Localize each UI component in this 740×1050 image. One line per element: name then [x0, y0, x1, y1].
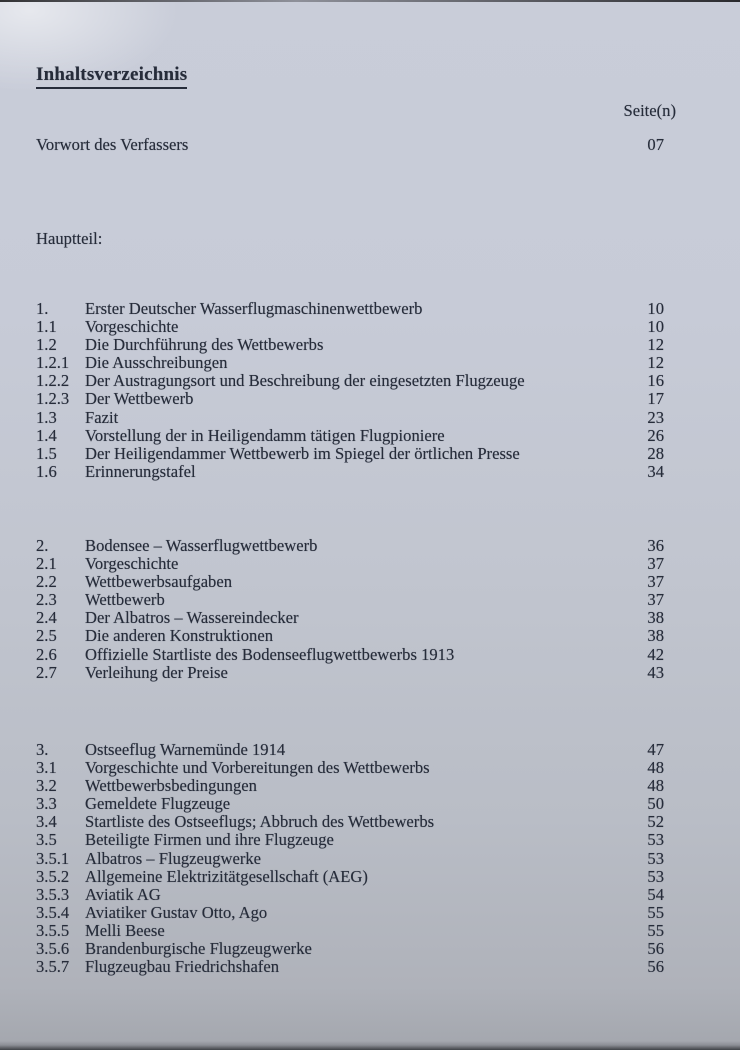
scan-edge-top [0, 0, 740, 2]
entry-title: Startliste des Ostseeflugs; Abbruch des Wettbewerbs [85, 813, 435, 832]
entry-title: Wettbewerb [85, 591, 165, 610]
entry-title: Der Austragungsort und Beschreibung der eingesetzten Flugzeuge [85, 372, 525, 391]
toc-entry-row [36, 573, 664, 591]
entry-title: Flugzeugbau Friedrichshafen [85, 958, 279, 977]
toc-entry-row [36, 300, 664, 318]
entry-title: Der Heiligendammer Wettbewerb im Spiegel der örtlichen Presse [85, 444, 520, 463]
toc-entry-row [36, 591, 664, 609]
entry-number: 1.2 [36, 335, 57, 355]
entry-page: 42 [647, 644, 664, 664]
toc-entry-row [36, 537, 664, 555]
toc-entry-row [36, 741, 664, 759]
entry-number: 3.5 [36, 830, 57, 850]
entry-page: 17 [647, 389, 664, 409]
entry-number: 1.5 [36, 443, 57, 463]
toc-entry-row [36, 336, 664, 354]
front-matter-page: 07 [647, 135, 664, 154]
entry-page: 43 [647, 662, 664, 682]
entry-title: Albatros – Flugzeugwerke [85, 849, 262, 868]
front-matter-row [36, 135, 664, 155]
entry-title: Brandenburgische Flugzeugwerke [85, 940, 312, 959]
toc-entry-row [36, 813, 664, 831]
entry-number: 3.2 [36, 776, 57, 796]
entry-number: 1.4 [36, 425, 57, 445]
entry-number: 2.1 [36, 554, 57, 574]
entry-page: 53 [647, 866, 664, 886]
toc-entry-row [36, 940, 664, 958]
toc-entry-row [36, 868, 664, 886]
entry-number: 3.5.7 [36, 957, 70, 977]
entry-title: Beteiligte Firmen und ihre Flugzeuge [85, 831, 334, 850]
entry-page: 36 [647, 536, 664, 555]
entry-title: Verleihung der Preise [85, 663, 228, 682]
entry-number: 1.3 [36, 407, 57, 427]
page-column-header: Seite(n) [623, 101, 676, 120]
entry-number: 1. [36, 299, 49, 318]
entry-number: 3.3 [36, 794, 57, 814]
main-part-label: Hauptteil: [36, 229, 103, 248]
entry-page: 56 [647, 939, 664, 959]
entry-title: Die Durchführung des Wettbewerbs [85, 336, 324, 355]
entry-page: 12 [647, 335, 664, 355]
entry-number: 2. [36, 536, 49, 555]
entry-number: 3.5.4 [36, 902, 70, 922]
entry-title: Der Wettbewerb [85, 390, 194, 409]
toc-entry-row [36, 904, 664, 922]
entry-title: Ostseeflug Warnemünde 1914 [85, 741, 286, 759]
toc-entry-row [36, 850, 664, 868]
entry-title: Offizielle Startliste des Bodenseeflugwettbewerbs 1913 [85, 645, 455, 664]
entry-title: Vorgeschichte und Vorbereitungen des Wettbewerbs [85, 759, 430, 778]
toc-entry-row [36, 759, 664, 777]
entry-page: 28 [647, 443, 664, 463]
entry-page: 10 [647, 299, 664, 318]
entry-title: Die anderen Konstruktionen [85, 627, 274, 646]
toc-entry-row [36, 427, 664, 445]
entry-title: Gemeldete Flugzeuge [85, 795, 231, 814]
entry-number: 3. [36, 740, 49, 759]
toc-entry-row [36, 886, 664, 904]
entry-title: Allgemeine Elektrizitätgesellschaft (AEG) [85, 867, 368, 886]
entry-title: Vorgeschichte [85, 555, 179, 574]
entry-page: 54 [647, 884, 664, 904]
toc-entry-row [36, 646, 664, 664]
entry-page: 37 [647, 590, 664, 610]
entry-title: Aviatik AG [85, 885, 161, 904]
toc-section-1 [36, 300, 664, 481]
entry-page: 56 [647, 957, 664, 977]
entry-title: Erster Deutscher Wasserflugmaschinenwettbewerb [85, 300, 423, 318]
entry-page: 34 [647, 461, 664, 481]
entry-page: 55 [647, 920, 664, 940]
entry-number: 3.5.6 [36, 939, 70, 959]
toc-entry-row [36, 795, 664, 813]
entry-page: 23 [647, 407, 664, 427]
entry-number: 3.5.1 [36, 848, 70, 868]
toc-entry-row [36, 390, 664, 408]
entry-number: 2.7 [36, 662, 57, 682]
page-title: Inhaltsverzeichnis [36, 64, 187, 89]
toc-section-2 [36, 537, 664, 682]
entry-title: Vorgeschichte [85, 318, 179, 337]
entry-number: 1.6 [36, 461, 57, 481]
toc-entry-row [36, 354, 664, 372]
entry-number: 1.1 [36, 317, 57, 337]
toc-entry-row [36, 463, 664, 481]
entry-page: 37 [647, 572, 664, 592]
entry-page: 53 [647, 830, 664, 850]
entry-title: Wettbewerbsbedingungen [85, 777, 257, 796]
entry-title: Die Ausschreibungen [85, 354, 228, 373]
toc-entry-row [36, 627, 664, 645]
toc-entry-row [36, 609, 664, 627]
toc-entry-row [36, 958, 664, 976]
entry-page: 38 [647, 608, 664, 628]
entry-page: 10 [647, 317, 664, 337]
entry-number: 2.4 [36, 608, 57, 628]
entry-number: 3.5.3 [36, 884, 70, 904]
toc-entry-row [36, 372, 664, 390]
entry-number: 2.2 [36, 572, 57, 592]
entry-number: 1.2.1 [36, 353, 70, 373]
entry-number: 2.3 [36, 590, 57, 610]
entry-page: 12 [647, 353, 664, 373]
entry-page: 47 [647, 740, 664, 759]
entry-page: 26 [647, 425, 664, 445]
entry-title: Aviatiker Gustav Otto, Ago [85, 903, 268, 922]
entry-number: 2.5 [36, 626, 57, 646]
entry-title: Erinnerungstafel [85, 462, 196, 481]
entry-page: 53 [647, 848, 664, 868]
entry-page: 50 [647, 794, 664, 814]
entry-number: 3.1 [36, 758, 57, 778]
entry-title: Bodensee – Wasserflugwettbewerb [85, 537, 318, 555]
toc-entry-row [36, 777, 664, 795]
entry-title: Fazit [85, 408, 119, 427]
toc-entry-row [36, 922, 664, 940]
entry-title: Vorstellung der in Heiligendamm tätigen Flugpioniere [85, 426, 445, 445]
entry-number: 3.5.2 [36, 866, 70, 886]
entry-page: 55 [647, 902, 664, 922]
entry-page: 48 [647, 758, 664, 778]
entry-number: 1.2.3 [36, 389, 70, 409]
entry-number: 1.2.2 [36, 371, 70, 391]
toc-entry-row [36, 445, 664, 463]
toc-entry-row [36, 664, 664, 682]
entry-page: 37 [647, 554, 664, 574]
entry-title: Der Albatros – Wassereindecker [85, 609, 299, 628]
toc-section-3 [36, 741, 664, 976]
entry-number: 3.5.5 [36, 920, 70, 940]
entry-page: 52 [647, 812, 664, 832]
entry-number: 2.6 [36, 644, 57, 664]
entry-title: Wettbewerbsaufgaben [85, 573, 233, 592]
scan-edge-bottom [0, 1041, 740, 1050]
front-matter-title: Vorwort des Verfassers [36, 135, 189, 154]
entry-page: 48 [647, 776, 664, 796]
toc-entry-row [36, 409, 664, 427]
toc-entry-row [36, 318, 664, 336]
entry-title: Melli Beese [85, 921, 165, 940]
toc-entry-row [36, 555, 664, 573]
entry-page: 38 [647, 626, 664, 646]
entry-page: 16 [647, 371, 664, 391]
entry-number: 3.4 [36, 812, 57, 832]
toc-entry-row [36, 831, 664, 849]
